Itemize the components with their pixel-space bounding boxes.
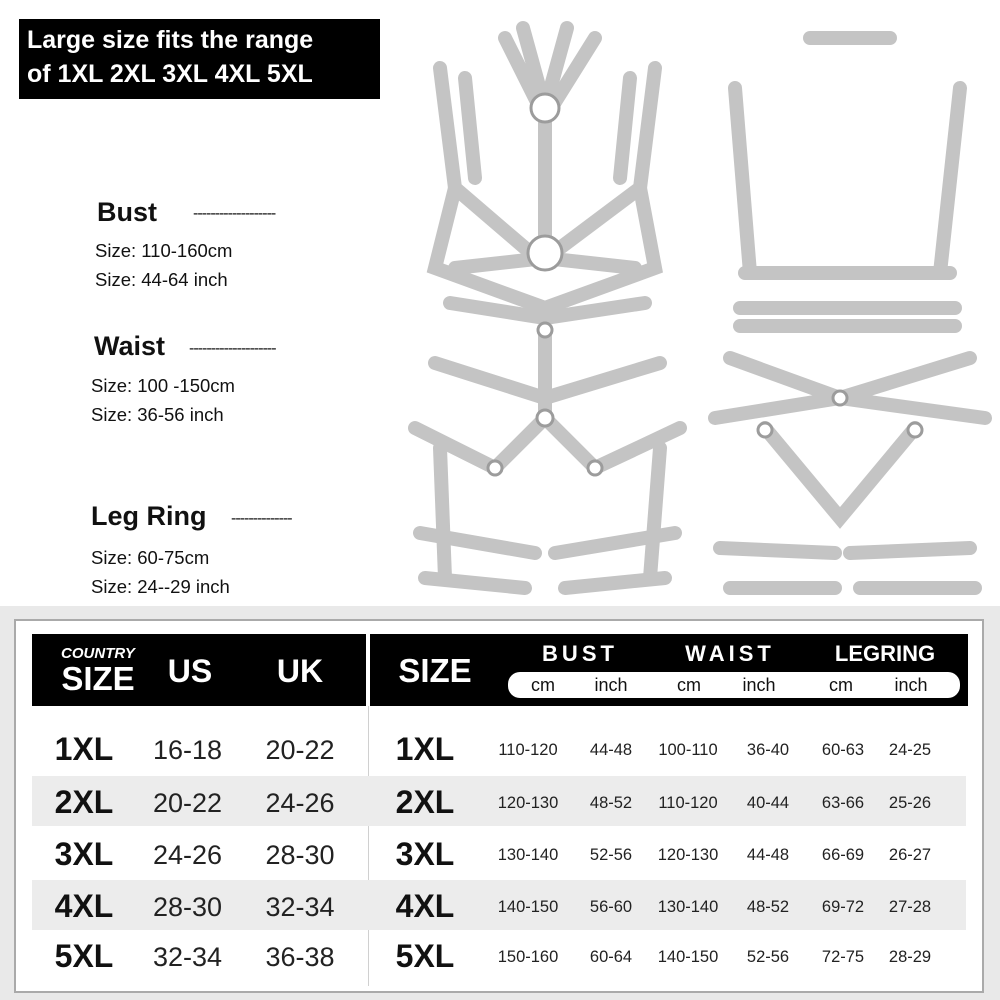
row-size-left: 5XL (54, 938, 114, 974)
row-uk: 32-34 (265, 892, 335, 922)
row-leg-in: 28-29 (888, 948, 932, 966)
row-bust-cm: 120-130 (497, 794, 559, 812)
row-waist-cm: 120-130 (657, 846, 719, 864)
row-waist-in: 52-56 (746, 948, 790, 966)
row-size-left: 2XL (54, 784, 114, 820)
uk-label: UK (276, 653, 324, 689)
row-bust-cm: 130-140 (497, 846, 559, 864)
row-size-right: 1XL (395, 731, 455, 767)
bust-dashes: ------------------- (193, 205, 276, 222)
row-bust-cm: 150-160 (497, 948, 559, 966)
bust-size-cm: Size: 110-160cm (95, 240, 233, 261)
row-bust-in: 52-56 (589, 846, 633, 864)
row-size-left: 1XL (54, 731, 114, 767)
leg-ring-size-cm: Size: 60-75cm (91, 547, 210, 568)
leg-inch-unit: inch (894, 675, 928, 695)
row-uk: 24-26 (265, 788, 335, 818)
row-waist-cm: 100-110 (658, 741, 718, 759)
waist-dashes: -------------------- (189, 340, 276, 357)
row-size-right: 3XL (395, 836, 455, 872)
row-leg-in: 25-26 (888, 794, 932, 812)
banner-line-2: of 1XL 2XL 3XL 4XL 5XL (27, 60, 313, 88)
row-leg-cm: 69-72 (821, 898, 865, 916)
row-leg-in: 27-28 (888, 898, 932, 916)
waist-title: Waist (94, 331, 166, 361)
size-range-banner (19, 19, 380, 99)
row-leg-cm: 60-63 (821, 741, 865, 759)
country-label: COUNTRY (61, 645, 135, 662)
row-size-right: 4XL (395, 888, 455, 924)
row-bust-in: 56-60 (589, 898, 633, 916)
row-waist-cm: 140-150 (657, 948, 719, 966)
row-waist-in: 44-48 (746, 846, 790, 864)
row-waist-cm: 110-120 (658, 794, 718, 812)
row-bust-cm: 140-150 (497, 898, 559, 916)
bust-size-inch: Size: 44-64 inch (95, 269, 228, 290)
back-view (715, 38, 985, 588)
bust-header: BUST (542, 641, 618, 666)
waist-cm-unit: cm (677, 675, 701, 695)
harness-illustration (395, 8, 995, 603)
waist-size-cm: Size: 100 -150cm (91, 375, 235, 396)
row-size-right: 5XL (395, 938, 455, 974)
banner-line-1: Large size fits the range (27, 26, 314, 54)
leg-cm-unit: cm (829, 675, 853, 695)
row-us: 28-30 (152, 892, 223, 922)
leg-ring-size-inch: Size: 24--29 inch (91, 576, 230, 597)
leg-ring-title: Leg Ring (91, 501, 207, 531)
waist-size-inch: Size: 36-56 inch (91, 404, 224, 425)
bust-cm-unit: cm (531, 675, 555, 695)
row-bust-in: 60-64 (589, 948, 633, 966)
row-waist-cm: 130-140 (657, 898, 719, 916)
row-size-left: 3XL (54, 836, 114, 872)
size-label-right: SIZE (398, 652, 472, 689)
row-bust-cm: 110-120 (498, 741, 558, 759)
row-waist-in: 48-52 (746, 898, 790, 916)
waist-inch-unit: inch (742, 675, 776, 695)
waist-header: WAIST (685, 641, 775, 666)
row-us: 32-34 (152, 942, 223, 972)
row-us: 24-26 (152, 840, 223, 870)
row-size-right: 2XL (395, 784, 455, 820)
bust-inch-unit: inch (594, 675, 628, 695)
row-us: 16-18 (152, 735, 223, 765)
row-leg-cm: 63-66 (821, 794, 865, 812)
row-bust-in: 48-52 (589, 794, 633, 812)
bust-title: Bust (97, 197, 157, 227)
row-leg-cm: 72-75 (821, 948, 865, 966)
row-leg-cm: 66-69 (821, 846, 865, 864)
row-waist-in: 36-40 (746, 741, 790, 759)
legring-header: LEGRING (834, 641, 936, 666)
row-size-left: 4XL (54, 888, 114, 924)
row-waist-in: 40-44 (746, 794, 790, 812)
row-uk: 28-30 (265, 840, 335, 870)
leg-ring-dashes: -------------- (231, 510, 292, 527)
row-bust-in: 44-48 (589, 741, 633, 759)
size-label: SIZE (61, 660, 135, 697)
row-uk: 36-38 (265, 942, 335, 972)
row-uk: 20-22 (265, 735, 335, 765)
row-leg-in: 26-27 (888, 846, 932, 864)
row-us: 20-22 (152, 788, 223, 818)
us-label: US (167, 653, 213, 689)
row-leg-in: 24-25 (888, 741, 932, 759)
column-divider (368, 706, 369, 986)
